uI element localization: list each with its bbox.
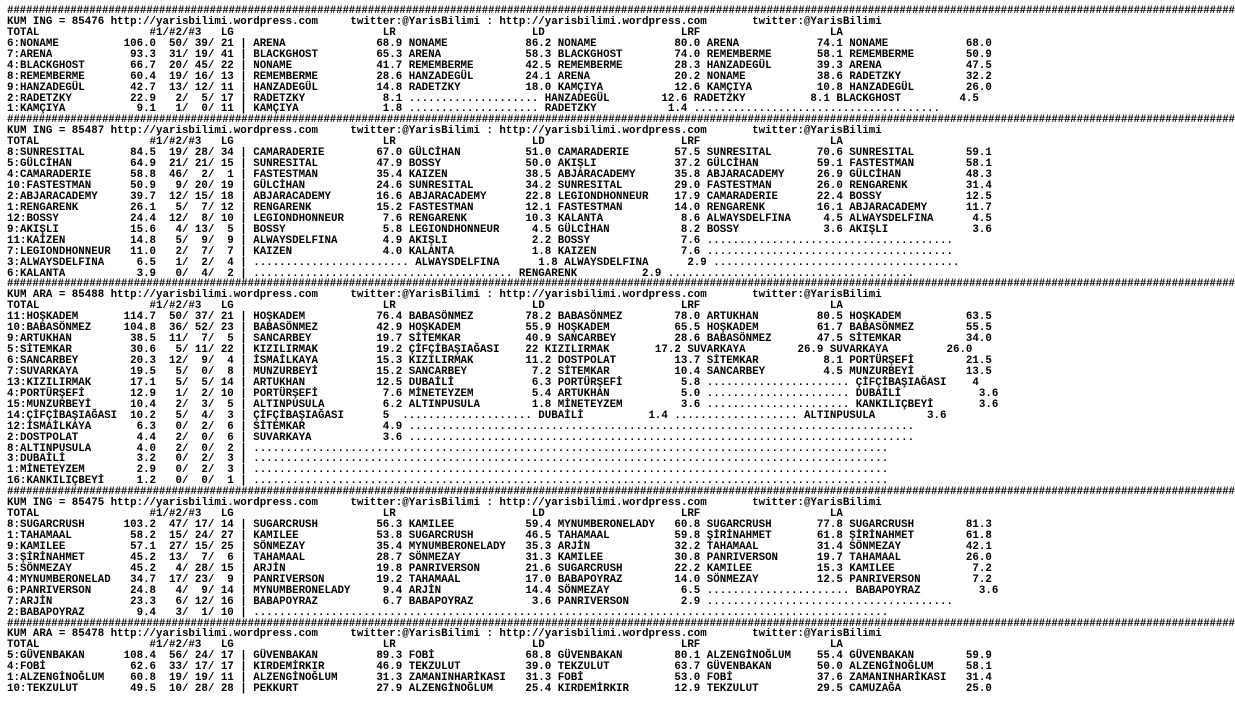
column-header-line: TOTAL #1/#2/#3 LG LR LD LRF LA bbox=[7, 639, 843, 652]
result-row: 9:HANZADEGÜL 42.7 13/ 12/ 11 | HANZADEGÜL 14.8 RADETZKY 18.0 KAMÇIYA 12.6 KAMÇIYA 10.8 HANZADEGÜL 26.0 bbox=[7, 81, 992, 94]
race-header-line: KUM ING = 85475 http://yarisbilimi.wordpress.com twitter:@YarisBilimi : http://yarisbilimi.wordpress.com twitter:@YarisBilimi bbox=[7, 497, 882, 510]
result-row: 1:TAHAMAAL 58.2 15/ 24/ 27 | KAMILEE 53.8 SUGARCRUSH 46.5 TAHAMAAL 59.8 ŞİRİNAHMET 61.8 ŞİRİNAHMET 61.8 bbox=[7, 530, 992, 542]
result-row: 2:ABJARACADEMY 39.7 12/ 15/ 18 | ABJARACADEMY 16.6 ABJARACADEMY 22.8 LEGIONDHONNEUR 17.9 CAMARADERIE 22.4 BOSSY 12.5 bbox=[7, 190, 992, 203]
result-row: 6:SANCARBEY 20.3 12/ 9/ 4 | İSMAİLKAYA 15.3 KIZILIRMAK 11.2 DOSTPOLAT 13.7 SİTEMKAR 8.1 PORTÜRŞEFİ 21.5 bbox=[7, 355, 992, 367]
race-section bbox=[7, 278, 1235, 488]
result-row: 1:ALZENGİNOĞLUM 60.8 19/ 19/ 11 | ALZENGİNOĞLUM 31.3 ZAMANINHARİKASI 31.3 FOBİ 53.0 FOBİ 37.6 ZAMANINHARİKASI 31.4 bbox=[7, 672, 992, 685]
result-row: 3:ALWAYSDELFINA 6.5 1/ 2/ 4 | ........................ ALWAYSDELFINA 1.8 ALWAYSDELFINA 2.9 ...................................... bbox=[7, 256, 960, 269]
result-row: 9:ARTUKHAN 38.5 11/ 7/ 5 | SANCARBEY 19.7 SİTEMKAR 40.9 SANCARBEY 28.6 BABASÖNMEZ 47.5 SİTEMKAR 34.0 bbox=[7, 333, 992, 346]
race-section bbox=[7, 114, 1235, 280]
result-row: 2:DOSTPOLAT 4.4 2/ 0/ 6 | SUVARKAYA 3.6 .............................................................................. bbox=[7, 431, 915, 444]
result-row: 11:KAİZEN 14.8 5/ 9/ 9 | ALWAYSDELFINA 4.9 AKIŞLI 2.2 BOSSY 7.6 ...................................... bbox=[7, 234, 953, 247]
result-row: 12:BOSSY 24.4 12/ 8/ 10 | LEGIONDHONNEUR 7.6 RENGARENK 10.3 KALANTA 8.6 ALWAYSDELFINA 4.5 ALWAYSDELFINA 4.5 bbox=[7, 212, 992, 225]
result-row: 8:SUGARCRUSH 103.2 47/ 17/ 14 | SUGARCRUSH 56.3 KAMILEE 59.4 MYNUMBERONELADY 60.8 SUGARCRUSH 77.8 SUGARCRUSH 81.3 bbox=[7, 519, 992, 532]
result-row: 9:AKIŞLI 15.6 4/ 13/ 5 | BOSSY 5.8 LEGIONDHONNEUR 4.5 GÜLCİHAN 8.2 BOSSY 3.6 AKIŞLI 3.6 bbox=[7, 223, 992, 236]
result-row: 9:KAMILEE 57.1 27/ 15/ 25 | SÖNMEZAY 35.4 MYNUMBERONELADY 35.3 ARJİN 32.2 TAHAMAAL 31.4 SÖNMEZAY 42.1 bbox=[7, 540, 992, 553]
result-row: 7:LEGIONDHONNEUR 11.0 2/ 7/ 7 | KAIZEN 4.0 KALANTA 1.8 KAIZEN 7.6 ...................................... bbox=[7, 245, 953, 258]
result-row: 2:RADETZKY 22.9 2/ 5/ 17 | RADETZKY 8.1 .................... HANZADEGÜL 12.6 RADETZKY 8.1 BLACKGHOST 4.5 bbox=[7, 92, 979, 105]
result-row: 2:BABAPOYRAZ 9.4 3/ 1/ 10 | .................................................................................................. bbox=[7, 606, 889, 619]
result-row: 10:TEKZULUT 49.5 10/ 28/ 28 | PEKKURT 27.9 ALZENGİNOĞLUM 25.4 KIRDEMİRKIR 12.9 TEKZULUT 29.5 CAMUZAĞA 25.0 bbox=[7, 683, 992, 696]
result-row: 4:PORTÜRŞEFİ 12.9 1/ 2/ 10 | PORTÜRŞEFİ 7.6 MİNETEYZEM 5.4 ARTUKHAN 5.0 ...................... DUBAİLİ 3.6 bbox=[7, 387, 999, 400]
result-row: 13:KIZILIRMAK 17.1 5/ 5/ 14 | ARTUKHAN 12.5 DUBAİLİ 6.3 PORTÜRŞEFİ 5.8 ...................... ÇİFÇİBAŞIAĞASI 4 bbox=[7, 376, 979, 389]
result-row: 6:KALANTA 3.9 0/ 4/ 2 | ........................................ RENGARENK 2.9 ...................................... bbox=[7, 267, 915, 280]
result-row: 6:PANRIVERSON 24.8 4/ 9/ 14 | MYNUMBERONELADY 9.4 ARJİN 14.4 SÖNMEZAY 6.5 ...................... BABAPOYRAZ 3.6 bbox=[7, 584, 999, 597]
column-header-line: TOTAL #1/#2/#3 LG LR LD LRF LA bbox=[7, 300, 843, 313]
result-row: 14:ÇİFÇİBAŞIAĞASI 10.2 5/ 4/ 3 | ÇİFÇİBAŞIAĞASI 5 .................... DUBAİLİ 1.4 ................... ALTINPUSULA 3.6 bbox=[7, 409, 947, 422]
section-separator: ################################################################################################################################################################################################## bbox=[7, 617, 1235, 630]
section-separator: ################################################################################################################################################################################################## bbox=[7, 486, 1235, 499]
result-row: 5:GÜLCİHAN 64.9 21/ 21/ 15 | SUNRESITAL 47.9 BOSSY 50.0 AKIŞLI 37.2 GÜLCİHAN 59.1 FASTESTMAN 58.1 bbox=[7, 158, 992, 171]
column-header-line: TOTAL #1/#2/#3 LG LR LD LRF LA bbox=[7, 26, 843, 39]
result-row: 4:MYNUMBERONELAD 34.7 17/ 23/ 9 | PANRIVERSON 19.2 TAHAMAAL 17.0 BABAPOYRAZ 14.0 SÖNMEZAY 12.5 PANRIVERSON 7.2 bbox=[7, 573, 992, 586]
result-row: 8:REMEMBERME 60.4 19/ 16/ 13 | REMEMBERME 28.6 HANZADEGÜL 24.1 ARENA 20.2 NONAME 38.6 RADETZKY 32.2 bbox=[7, 70, 992, 83]
result-row: 5:SİTEMKAR 30.6 5/ 11/ 22 | KIZILIRMAK 19.2 ÇİFÇİBAŞIAĞASI 22 KIZILIRMAK 17.2 SUVARKAYA 26.9 SUVARKAYA 26.0 bbox=[7, 344, 973, 357]
result-row: 4:CAMARADERIE 58.8 46/ 2/ 1 | FASTESTMAN 35.4 KAIZEN 38.5 ABJARACADEMY 35.8 ABJARACADEMY 26.9 GÜLCİHAN 48.3 bbox=[7, 169, 992, 182]
result-row: 8:ALTINPUSULA 4.0 2/ 0/ 2 | .................................................................................................. bbox=[7, 442, 889, 455]
column-header-line: TOTAL #1/#2/#3 LG LR LD LRF LA bbox=[7, 508, 843, 521]
result-row: 7:SUVARKAYA 19.5 5/ 0/ 8 | MUNZURBEYİ 15.2 SANCARBEY 7.2 SİTEMKAR 10.4 SANCARBEY 4.5 MUNZURBEYİ 13.5 bbox=[7, 365, 992, 378]
section-separator: ################################################################################################################################################################################################## bbox=[7, 278, 1235, 291]
result-row: 3:ŞİRİNAHMET 45.2 13/ 7/ 6 | TAHAMAAL 28.7 SÖNMEZAY 31.3 KAMILEE 30.8 PANRIVERSON 19.7 TAHAMAAL 26.0 bbox=[7, 551, 992, 564]
result-row: 7:ARJİN 23.3 6/ 12/ 16 | BABAPOYRAZ 6.7 BABAPOYRAZ 3.6 PANRIVERSON 2.9 ...................................... bbox=[7, 595, 953, 608]
column-header-line: TOTAL #1/#2/#3 LG LR LD LRF LA bbox=[7, 136, 843, 149]
result-row: 12:İSMAİLKAYA 6.3 0/ 2/ 6 | SİTEMKAR 4.9 .............................................................................. bbox=[7, 420, 915, 433]
race-section bbox=[7, 617, 1235, 696]
result-row: 4:BLACKGHOST 66.7 20/ 45/ 22 | NONAME 41.7 REMEMBERME 42.5 REMEMBERME 28.3 HANZADEGÜL 39.3 ARENA 47.5 bbox=[7, 59, 992, 72]
result-row: 5:GÜVENBAKAN 108.4 56/ 24/ 17 | GÜVENBAKAN 89.3 FOBİ 68.8 GÜVENBAKAN 80.1 ALZENGİNOĞLUM 55.4 GÜVENBAKAN 59.9 bbox=[7, 650, 992, 663]
result-row: 16:KANKILIÇBEYİ 1.2 0/ 0/ 1 | .................................................................................................. bbox=[7, 475, 889, 488]
result-row: 11:HOŞKADEM 114.7 50/ 37/ 21 | HOŞKADEM 76.4 BABASÖNMEZ 78.2 BABASÖNMEZ 78.0 ARTUKHAN 80.5 HOŞKADEM 63.5 bbox=[7, 311, 992, 324]
result-row: 1:MİNETEYZEM 2.9 0/ 2/ 3 | .................................................................................................. bbox=[7, 464, 889, 477]
result-row: 6:NONAME 106.0 50/ 39/ 21 | ARENA 68.9 NONAME 86.2 NONAME 80.0 ARENA 74.1 NONAME 68.0 bbox=[7, 37, 992, 50]
race-header-line: KUM ARA = 85488 http://yarisbilimi.wordpress.com twitter:@YarisBilimi : http://yarisbilimi.wordpress.com twitter:@YarisBilimi bbox=[7, 289, 882, 302]
race-header-line: KUM ING = 85476 http://yarisbilimi.wordpress.com twitter:@YarisBilimi : http://yarisbilimi.wordpress.com twitter:@YarisBilimi bbox=[7, 15, 882, 28]
race-section bbox=[7, 486, 1235, 619]
result-row: 7:ARENA 93.3 31/ 19/ 41 | BLACKGHOST 65.3 ARENA 58.3 BLACKGHOST 74.0 REMEMBERME 58.1 REMEMBERME 50.9 bbox=[7, 48, 992, 61]
result-row: 8:SUNRESITAL 84.5 19/ 28/ 34 | CAMARADERIE 67.0 GÜLCİHAN 51.0 CAMARADERIE 57.5 SUNRESITAL 70.6 SUNRESITAL 59.1 bbox=[7, 147, 992, 160]
result-row: 4:FOBİ 62.6 33/ 17/ 17 | KIRDEMİRKIR 46.9 TEKZULUT 39.0 TEKZULUT 63.7 GÜVENBAKAN 50.0 ALZENGİNOĞLUM 58.1 bbox=[7, 661, 992, 674]
result-row: 15:MUNZURBEYİ 10.4 2/ 3/ 5 | ALTINPUSULA 6.2 ALTINPUSULA 1.8 MİNETEYZEM 3.6 ...................... KANKILIÇBEYİ 3.6 bbox=[7, 398, 999, 411]
section-separator: ################################################################################################################################################################################################## bbox=[7, 5, 1235, 17]
race-header-line: KUM ING = 85487 http://yarisbilimi.wordpress.com twitter:@YarisBilimi : http://yarisbilimi.wordpress.com twitter:@YarisBilimi bbox=[7, 125, 882, 138]
race-header-line: KUM ARA = 85478 http://yarisbilimi.wordpress.com twitter:@YarisBilimi : http://yarisbilimi.wordpress.com twitter:@YarisBilimi bbox=[7, 628, 882, 641]
result-row: 5:SÖNMEZAY 45.2 4/ 28/ 15 | ARJİN 19.8 PANRIVERSON 21.6 SUGARCRUSH 22.2 KAMILEE 15.3 KAMILEE 7.2 bbox=[7, 562, 992, 575]
race-section bbox=[7, 5, 1235, 116]
section-separator: ################################################################################################################################################################################################## bbox=[7, 114, 1235, 127]
result-row: 10:FASTESTMAN 50.9 9/ 20/ 19 | GÜLCİHAN 24.6 SUNRESITAL 34.2 SUNRESITAL 29.0 FASTESTMAN 26.0 RENGARENK 31.4 bbox=[7, 180, 992, 192]
result-row: 3:DUBAİLİ 3.2 0/ 2/ 3 | .................................................................................................. bbox=[7, 453, 889, 466]
result-row: 1:RENGARENK 26.1 5/ 7/ 12 | RENGARENK 15.2 FASTESTMAN 12.1 FASTESTMAN 14.0 RENGARENK 16.1 ABJARACADEMY 11.7 bbox=[7, 201, 992, 214]
result-row: 1:KAMÇIYA 9.1 1/ 0/ 11 | KAMÇIYA 1.8 .................... RADETZKY 1.4 ...................................... bbox=[7, 103, 941, 116]
result-row: 10:BABASÖNMEZ 104.8 36/ 52/ 23 | BABASÖNMEZ 42.9 HOŞKADEM 55.9 HOŞKADEM 65.5 HOŞKADEM 61.7 BABASÖNMEZ 55.5 bbox=[7, 322, 992, 335]
